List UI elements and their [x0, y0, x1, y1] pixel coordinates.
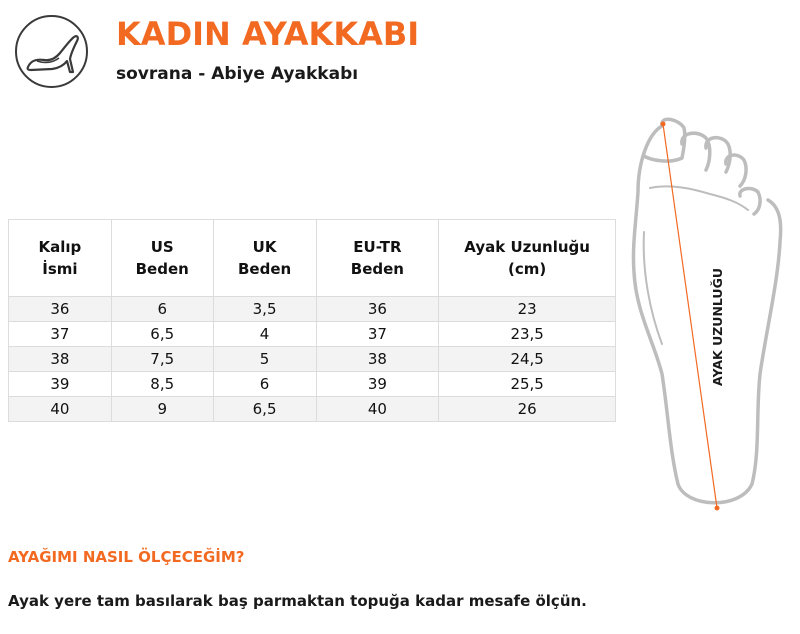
- table-cell: 8,5: [111, 372, 213, 397]
- table-row: [9, 347, 616, 372]
- table-row: [9, 372, 616, 397]
- foot-outline-icon: [620, 112, 790, 517]
- table-cell: 38: [316, 347, 439, 372]
- table-cell: 6,5: [111, 322, 213, 347]
- table-cell: 36: [316, 297, 439, 322]
- table-cell: 36: [9, 297, 112, 322]
- col-header-uk: UK Beden: [213, 220, 316, 297]
- table-cell: 37: [9, 322, 112, 347]
- table-cell: 9: [111, 397, 213, 422]
- col-header-eu-tr: EU-TR Beden: [316, 220, 439, 297]
- table-cell: 4: [213, 322, 316, 347]
- table-cell: 24,5: [439, 347, 616, 372]
- page-subtitle: sovrana - Abiye Ayakkabı: [116, 64, 359, 84]
- foot-length-label: AYAK UZUNLUĞU: [710, 268, 725, 386]
- table-cell: 40: [9, 397, 112, 422]
- col-header-kalip: Kalıp İsmi: [9, 220, 112, 297]
- table-cell: 40: [316, 397, 439, 422]
- how-to-measure-heading: AYAĞIMI NASIL ÖLÇECEĞİM?: [8, 548, 245, 566]
- table-cell: 39: [316, 372, 439, 397]
- table-cell: 7,5: [111, 347, 213, 372]
- table-cell: 6: [213, 372, 316, 397]
- table-cell: 38: [9, 347, 112, 372]
- table-cell: 37: [316, 322, 439, 347]
- table-cell: 6: [111, 297, 213, 322]
- table-cell: 23,5: [439, 322, 616, 347]
- table-cell: 5: [213, 347, 316, 372]
- table-cell: 23: [439, 297, 616, 322]
- measurement-end-dot: [715, 506, 720, 511]
- measurement-start-dot: [661, 122, 666, 127]
- table-cell: 39: [9, 372, 112, 397]
- table-header-row: [9, 220, 616, 297]
- col-header-us: US Beden: [111, 220, 213, 297]
- table-cell: 3,5: [213, 297, 316, 322]
- table-row: [9, 397, 616, 422]
- table-cell: 6,5: [213, 397, 316, 422]
- table-cell: 25,5: [439, 372, 616, 397]
- table-row: [9, 322, 616, 347]
- high-heel-shoe-icon: [17, 17, 90, 90]
- table-row: [9, 297, 616, 322]
- table-cell: 26: [439, 397, 616, 422]
- page-title: KADIN AYAKKABI: [116, 15, 420, 53]
- logo-badge: [15, 15, 88, 88]
- how-to-measure-text: Ayak yere tam basılarak baş parmaktan topuğa kadar mesafe ölçün.: [8, 592, 587, 610]
- size-table: [8, 219, 616, 422]
- col-header-ayak-uzunlugu: Ayak Uzunluğu (cm): [439, 220, 616, 297]
